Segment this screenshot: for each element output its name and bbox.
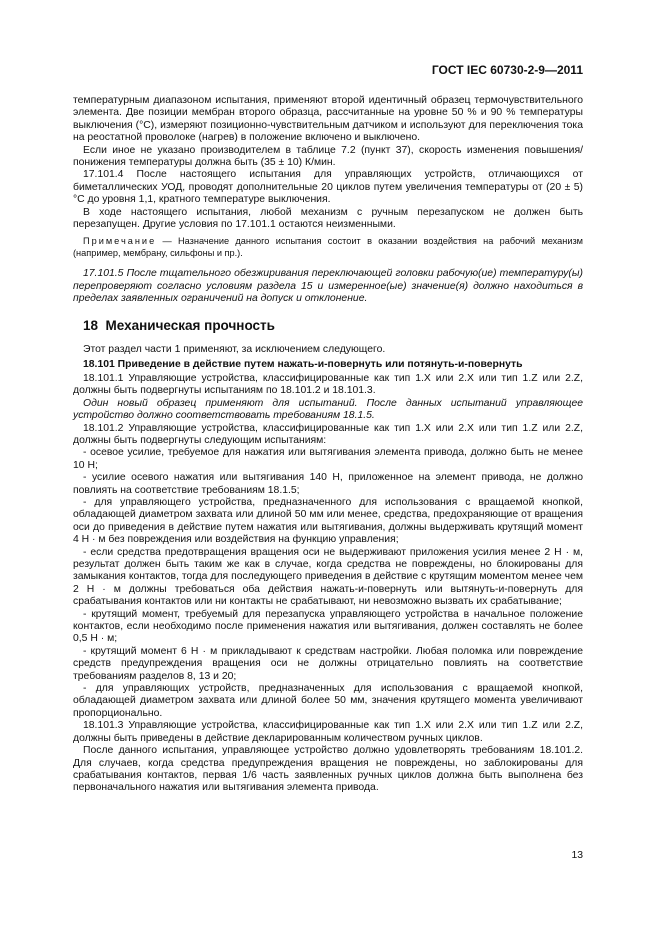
subsection-heading — [73, 359, 583, 371]
standard-header: ГОСТ IEC 60730-2-9—2011 — [431, 63, 583, 77]
section-title: Механическая прочность — [105, 317, 275, 333]
document-body — [73, 95, 583, 795]
paragraph-reset: В ходе настоящего испытания, любой механизм с ручным перезапуском не должен быть перезапущен. Другие условия по 17.101.1 остаются неизменными. — [73, 206, 583, 231]
list-item: - крутящий момент, требуемый для перезапуска управляющего устройства в начальное положение контактов, если необходимо после применения нажатия или вытягивания, должен составлять не более 0,5 Н · м; — [73, 608, 583, 645]
section-intro: Этот раздел части 1 применяют, за исключением следующего. — [83, 344, 386, 356]
section-heading — [83, 317, 583, 333]
paragraph-18-101-2: 18.101.2 Управляющие устройства, классифицированные как тип 1.X или 2.X или тип 1.Z или 2.Z, должны быть подвергнуты следующим испытаниям: — [73, 422, 583, 446]
subsection-title: Приведение в действие путем нажать-и-повернуть или потянуть-и-повернуть — [117, 358, 523, 370]
paragraph-17-101-5: 17.101.5 После тщательного обезжиривания переключающей головки рабочую(ие) температуру(ы) перепроверяют согласно условиям раздела 15 и измеренное(ые) значение(я) должно находиться в пределах заявленных ограничений на допуск и отклонение. — [73, 268, 583, 305]
note-label: Примечание — [83, 236, 157, 247]
list-item: - для управляющих устройств, предназначенных для использования с вращаемой кнопкой, обладающей диаметром захвата или длиной более 50 мм, значения крутящего момента увеличивают пропорционально. — [73, 683, 583, 719]
page-number: 13 — [571, 850, 583, 861]
subsection-number: 18.101 — [83, 358, 115, 370]
paragraph-rate: Если иное не указано производителем в таблице 7.2 (пункт 37), скорость изменения повышения/понижения температуры должна быть (35 ± 10) К/мин. — [73, 144, 583, 169]
paragraph-18-101-1: 18.101.1 Управляющие устройства, классифицированные как тип 1.X или 2.X или тип 1.Z или 2.Z, должны быть подвергнуты испытаниям по 18.101.2 и 18.101.3. — [73, 372, 583, 397]
list-item: - для управляющего устройства, предназначенного для использования с вращаемой кнопкой, обладающей диаметром захвата или длиной 50 мм или менее, средства, предохраняющие от вращения оси до приведения в действие путем нажатия или вытягивания, должны выдерживать крутящий момент 4 Н · м без повреждения или воздействия на функцию управления; — [73, 496, 583, 546]
note — [73, 236, 583, 259]
paragraph-18-101-3: 18.101.3 Управляющие устройства, классифицированные как тип 1.X или 2.X или тип 1.Z или 2.Z, должны быть приведены в действие декларированным количеством ручных циклов. — [73, 720, 583, 744]
paragraph-continuation: температурным диапазоном испытания, применяют второй идентичный образец термочувствительного элемента. Две позиции мембран второго образца, рассчитанные на уровне 50 % и 90 % температуры выключения (°С), измеряют позиционно-чувствительным датчиком и используют для переключения тока на реостатной проволоке (нагрев) в положение включено и выключено. — [73, 95, 583, 144]
list-item: - усилие осевого нажатия или вытягивания 140 Н, приложенное на элемент привода, не должно повлиять на соответствие требованиям 18.1.5; — [73, 472, 583, 496]
note-text: — Назначение данного испытания состоит в оказании воздействия на рабочий механизм (например, мембрану, сильфоны и пр.). — [73, 236, 583, 258]
paragraph-17-101-4: 17.101.4 После настоящего испытания для управляющих устройств, отличающихся от биметаллических УОД, проводят дополнительные 20 циклов путем увеличения температуры от (20 ± 5) °С до уровня 1,1, кратного температуре выключения. — [73, 169, 583, 206]
section-number: 18 — [83, 317, 99, 333]
list-item: - осевое усилие, требуемое для нажатия или вытягивания элемента привода, должно быть не менее 10 Н; — [73, 447, 583, 471]
list-item: - если средства предотвращения вращения оси не выдерживают приложения усилия менее 2 Н · м, результат должен быть таким же как в случае, когда средства не повреждены, но блокированы для замыкания контактов, тогда для последующего приведения в действие с крутящим моментом менее чем 2 Н · м должны требоваться оба действия нажать-и-повернуть или вытянуть-и-повернуть для срабатывания контактов или ни контакты не срабатывают, ни невозможно вызвать их срабатывание; — [73, 546, 583, 608]
paragraph-18-101-1-italic: Один новый образец применяют для испытаний. После данных испытаний управляющее устройство должно соответствовать требованиям 18.1.5. — [73, 397, 583, 422]
list-item: - крутящий момент 6 Н · м прикладывают к средствам настройки. Любая поломка или повреждение средств предупреждения вращения оси не должны отрицательно повлиять на соответствие требованиям разделов 8, 13 и 20; — [73, 645, 583, 682]
paragraph-final: После данного испытания, управляющее устройство должно удовлетворять требованиям 18.101.2. Для случаев, когда средства предупреждения вращения не повреждены, но заблокированы для срабатывания контактов, первая 1/6 часть заявленных ручных циклов должна быть выполнена без первоначального нажатия или вытягивания элемента привода. — [73, 745, 583, 794]
